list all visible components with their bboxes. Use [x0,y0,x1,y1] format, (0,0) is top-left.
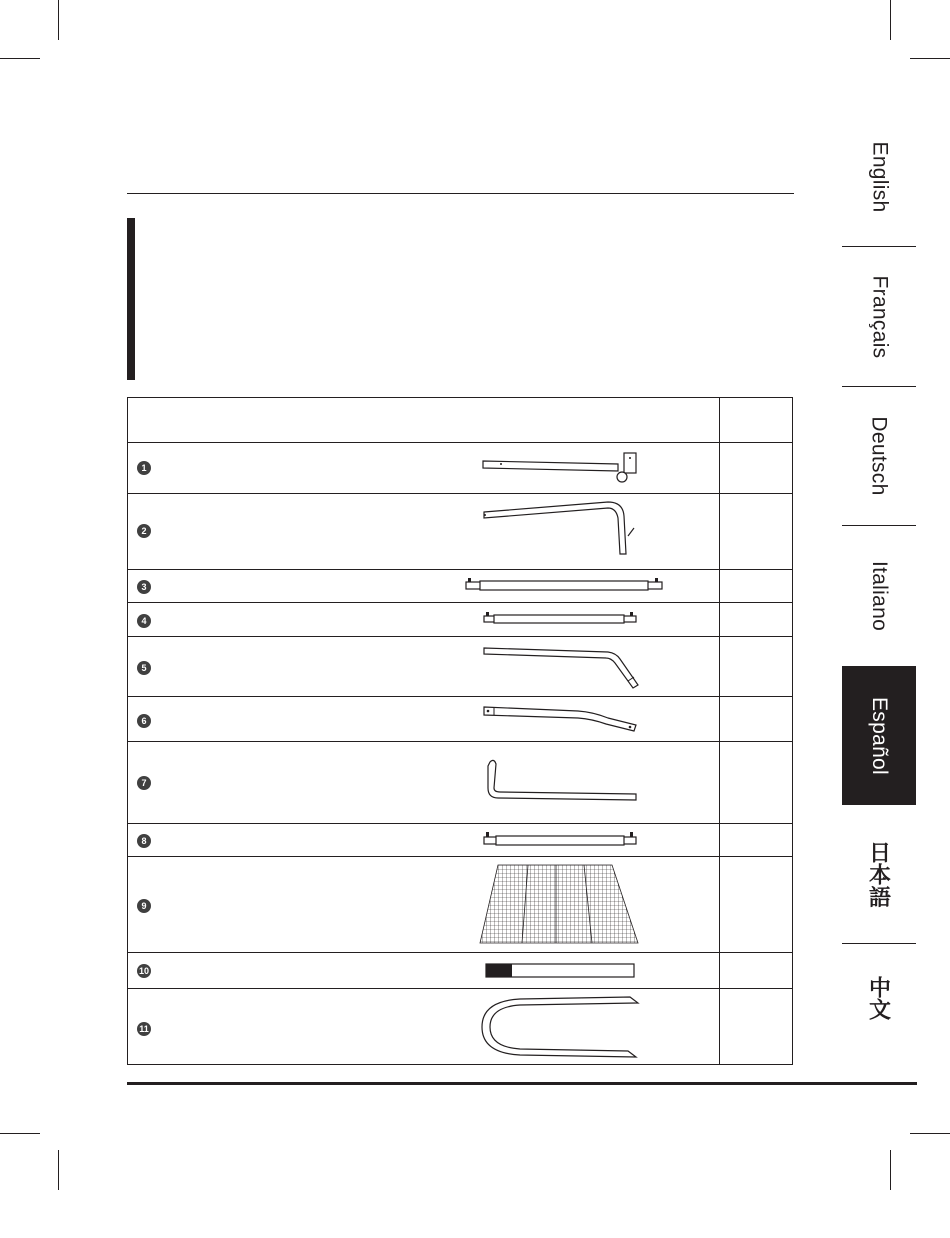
tab-espanol-label: Español [868,696,891,775]
table-row [128,637,792,697]
table-row [128,742,792,824]
section-heading-bar [127,218,135,380]
table-row [128,442,792,494]
table-row [128,570,792,603]
thin-tube-icon [458,603,658,637]
crop-mark [910,58,950,59]
part-number-badge: 2 [137,524,151,538]
table-row [128,494,792,570]
part-number-badge: 3 [137,580,151,594]
language-tabs [842,108,916,1052]
tab-deutsch-label: Deutsch [868,416,892,496]
crop-mark [58,0,59,40]
part-number-badge: 7 [137,776,151,790]
bent-tube-icon [458,494,658,570]
slightly-bent-tube-icon [458,697,658,742]
footer-rule [127,1082,917,1085]
table-row [128,697,792,742]
tab-italiano-label: Italiano [868,560,891,631]
net-icon [458,857,658,953]
part-number-badge: 1 [137,461,151,475]
straight-tube-icon [458,570,668,603]
part-number-badge: 9 [137,899,151,913]
tab-deutsch[interactable] [842,387,916,525]
part-number-badge: 10 [137,964,151,978]
part-number-badge: 11 [137,1022,151,1036]
part-number-badge: 5 [137,661,151,675]
tube-with-bracket-icon [458,442,658,494]
tab-japanese[interactable] [842,805,916,943]
strap-icon [458,953,658,989]
tab-english-label: English [867,141,891,213]
parts-table [127,397,793,1065]
table-row [128,953,792,989]
crop-mark [58,1150,59,1190]
tab-chinese-label: 中文 [866,975,892,1021]
part-number-badge: 4 [137,614,151,628]
crop-mark [0,58,40,59]
l-shaped-tube-icon [458,742,658,824]
tab-francais-label: Français [868,275,891,358]
tab-espanol[interactable] [842,666,916,805]
u-stake-icon [458,989,658,1066]
table-row [128,989,792,1066]
header-rule [127,193,794,194]
tab-francais[interactable] [842,247,916,386]
tab-japanese-label: 日本語 [866,840,892,908]
crop-mark [890,1150,891,1190]
part-number-badge: 6 [137,714,151,728]
table-header-row [128,398,792,443]
short-tube-icon [458,824,658,857]
crop-mark [910,1133,950,1134]
angled-tube-icon [458,637,658,697]
tab-chinese[interactable] [842,944,916,1052]
part-number-badge: 8 [137,834,151,848]
table-row [128,857,792,953]
tab-italiano[interactable] [842,526,916,665]
crop-mark [890,0,891,40]
table-row [128,603,792,637]
crop-mark [0,1133,40,1134]
tab-english[interactable] [842,108,916,246]
table-row [128,824,792,857]
